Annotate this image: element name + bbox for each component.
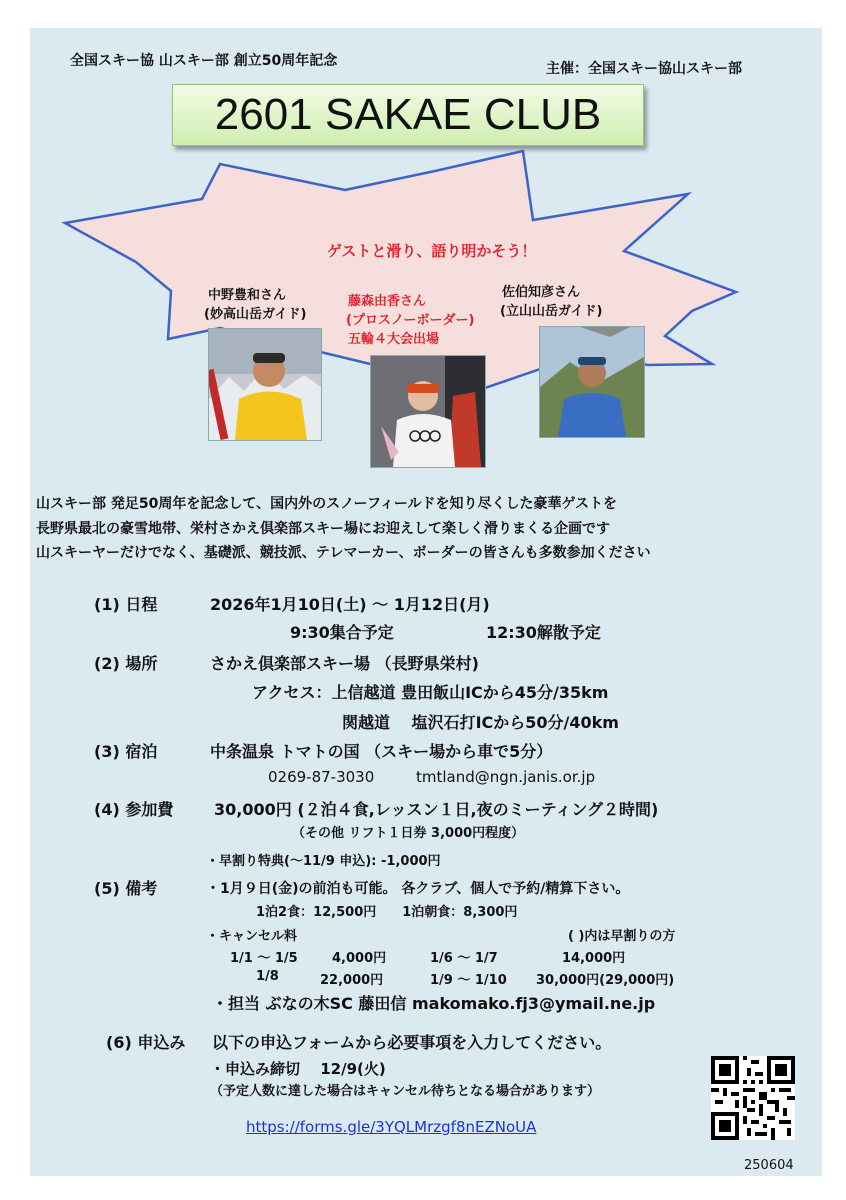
guest-role-nakano: (妙高山岳ガイド)	[204, 307, 307, 322]
cancel-row-2-period-a: 1/8	[256, 969, 279, 984]
cancel-row-1-period-b: 1/6 ～ 1/7	[430, 951, 498, 966]
intro-line-1: 山スキー部 発足50周年を記念して、国内外のスノーフィールドを知り尽くした豪華ゲストを	[36, 496, 617, 512]
prenight-note: ・1月９日(金)の前泊も可能。 各クラブ、個人で予約/精算下さい。	[206, 881, 630, 897]
schedule-label: (1) 日程	[94, 595, 158, 614]
cancel-note: ( )内は早割りの方	[568, 929, 676, 944]
cancel-row-2-period-b: 1/9 ～ 1/10	[430, 973, 507, 988]
cancel-row-1-fee-b: 14,000円	[562, 951, 626, 966]
schedule-dates: 2026年1月10日(土) ～ 1月12日(月)	[210, 595, 490, 614]
lodging-name: 中条温泉 トマトの国 （スキー場から車で5分）	[210, 742, 553, 761]
schedule-meet: 9:30集合予定	[290, 623, 394, 642]
place-label: (2) 場所	[94, 654, 158, 673]
apply-instructions: 以下の申込フォームから必要事項を入力してください。	[212, 1033, 612, 1052]
cancel-title: ・キャンセル料	[206, 929, 298, 944]
guest-name-nakano: 中野豊和さん	[208, 288, 287, 303]
fee-label: (4) 参加費	[94, 800, 174, 819]
anniversary-heading: 全国スキー協 山スキー部 創立50周年記念	[70, 53, 338, 69]
qr-code[interactable]	[711, 1056, 795, 1140]
early-discount: ・早割り特典(～11/9 申込): -1,000円	[206, 854, 441, 869]
flyer-sheet	[30, 28, 822, 1176]
cancel-row-2-fee-b: 30,000円(29,000円)	[536, 973, 675, 988]
organizer-label: 主催：全国スキー協山スキー部	[546, 61, 742, 77]
cancel-row-2-fee-a: 22,000円	[320, 973, 384, 988]
place-access-2: 関越道 塩沢石打ICから50分/40km	[342, 713, 619, 732]
lodging-label: (3) 宿泊	[94, 742, 158, 761]
apply-label: (6) 申込み	[106, 1033, 186, 1052]
application-form-link[interactable]: https://forms.gle/3YQLMrzgf8nEZNoUA	[246, 1118, 537, 1136]
burst-tagline: ゲストと滑り、語り明かそう！	[327, 242, 537, 260]
guest-role-saeki: (立山山岳ガイド)	[500, 304, 603, 319]
notes-label: (5) 備考	[94, 879, 158, 898]
cancel-row-1-fee-a: 4,000円	[332, 951, 387, 966]
contact-line: ・担当 ぶなの木SC 藤田信 makomako.fj3@ymail.ne.jp	[212, 994, 656, 1013]
place-name: さかえ倶楽部スキー場 （長野県栄村)	[210, 654, 479, 673]
guest-photo-saeki	[539, 326, 645, 438]
lodging-phone: 0269-87-3030	[268, 768, 375, 786]
guest-note-fujimori: 五輪４大会出場	[348, 332, 440, 347]
guest-photo-fujimori	[370, 355, 486, 468]
guest-name-saeki: 佐伯知彦さん	[502, 285, 581, 300]
guest-photo-nakano	[208, 328, 322, 441]
schedule-dismiss: 12:30解散予定	[486, 623, 601, 642]
fee-amount: 30,000円 (２泊４食,レッスン１日,夜のミーティング２時間)	[214, 800, 659, 819]
event-title: 2601 SAKAE CLUB	[172, 84, 644, 146]
cancel-row-1-period-a: 1/1 ～ 1/5	[230, 951, 298, 966]
prenight-prices: 1泊2食：12,500円 1泊朝食：8,300円	[256, 905, 518, 920]
guest-name-fujimori: 藤森由香さん	[348, 294, 427, 309]
place-access-1: アクセス：上信越道 豊田飯山ICから45分/35km	[252, 683, 609, 702]
lodging-email: tmtland@ngn.janis.or.jp	[416, 768, 596, 786]
apply-deadline: ・申込み締切 12/9(火)	[210, 1060, 386, 1078]
document-code: 250604	[744, 1158, 794, 1173]
intro-line-3: 山スキーヤーだけでなく、基礎派、競技派、テレマーカー、ボーダーの皆さんも多数参加ください	[36, 545, 651, 561]
intro-line-2: 長野県最北の豪雪地帯、栄村さかえ倶楽部スキー場にお迎えして楽しく滑りまくる企画です	[36, 521, 610, 537]
apply-waitlist-note: （予定人数に達した場合はキャンセル待ちとなる場合があります）	[210, 1084, 601, 1099]
fee-other: （その他 リフト１日券 3,000円程度）	[292, 826, 525, 841]
guest-role-fujimori: (プロスノーボーダー)	[346, 313, 475, 328]
